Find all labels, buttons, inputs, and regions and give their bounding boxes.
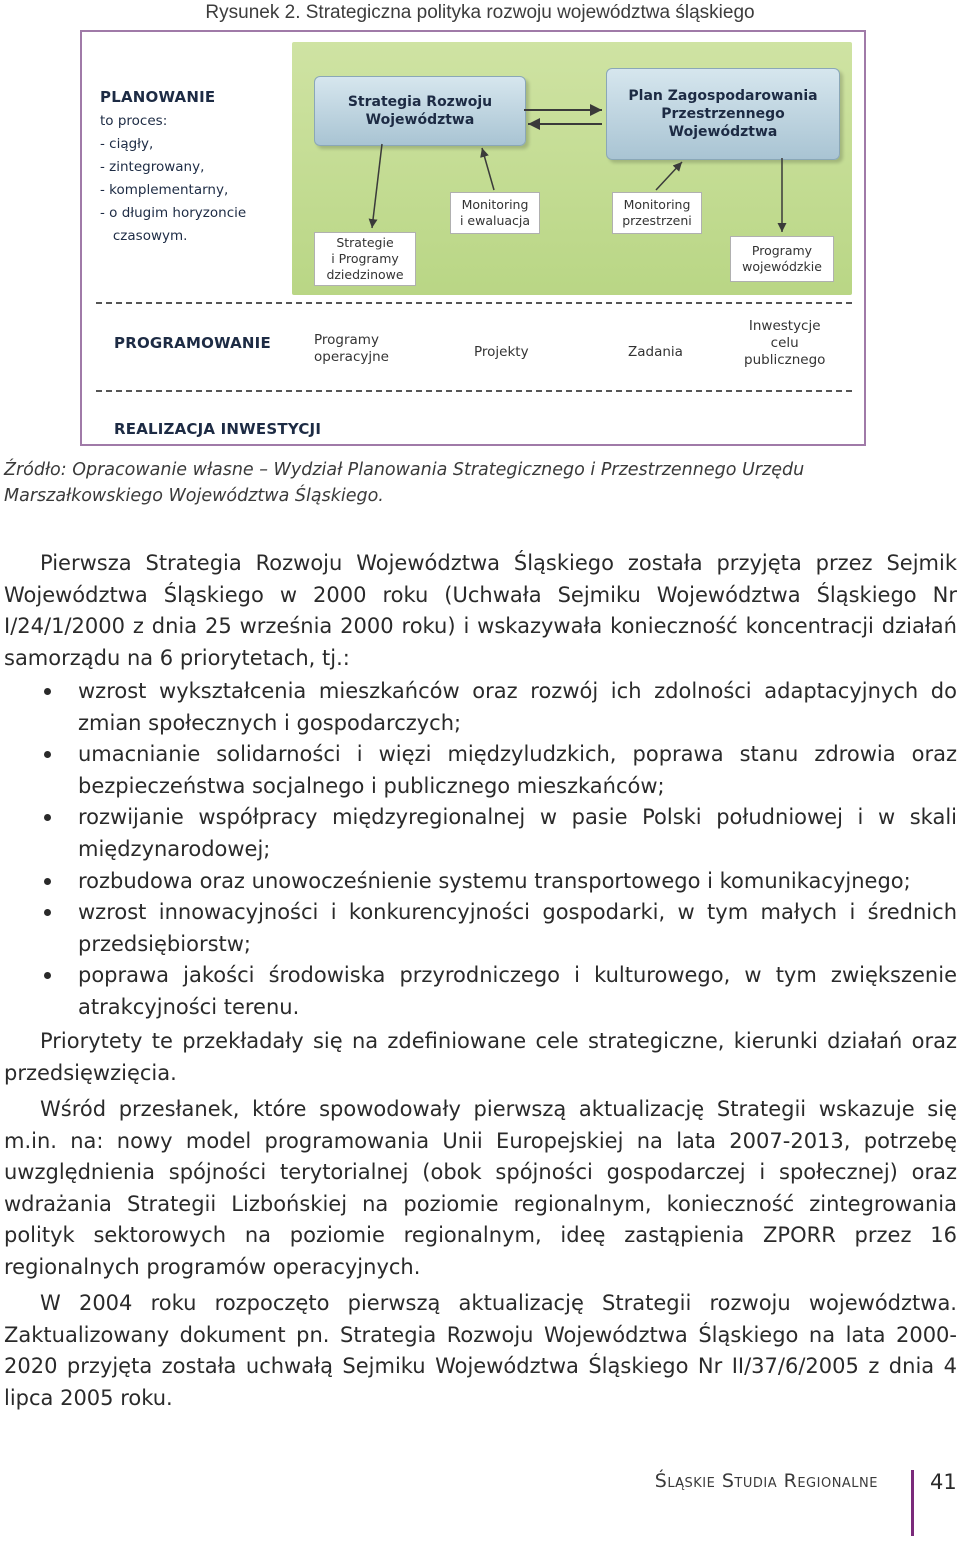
monitoring-space-box: Monitoring przestrzeni (612, 192, 702, 234)
page-number: 41 (930, 1470, 957, 1494)
public-investments-label: Inwestycje celu publicznego (744, 318, 826, 368)
spatial-plan-box: Plan Zagospodarowania Przestrzennego Województwa (606, 68, 840, 160)
list-item-text: umacnianie solidarności i więzi międzyludzkich, poprawa stanu zdrowia oraz bezpieczeństwa socjalnego i publicznego mieszkańców; (78, 742, 957, 798)
planning-title: PLANOWANIE (100, 88, 216, 106)
source-line: Marszałkowskiego Województwa Śląskiego. (4, 486, 384, 506)
monitoring-evaluation-box: Monitoring i ewaluacja (450, 192, 540, 234)
list-item (4, 960, 957, 1023)
strategy-box: Strategia Rozwoju Województwa (314, 76, 526, 146)
strategy-diagram (80, 30, 866, 446)
planning-list-item: - komplementarny, (100, 182, 229, 198)
diagram-arrows (82, 32, 868, 448)
source-line: Źródło: Opracowanie własne – Wydział Planowania Strategicznego i Przestrzennego Urzędu (4, 460, 805, 480)
priority-list (4, 676, 957, 1024)
realization-title: REALIZACJA INWESTYCJI (114, 420, 322, 438)
list-item (4, 676, 957, 739)
bullet-icon (44, 972, 51, 979)
list-item-text: wzrost innowacyjności i konkurencyjności gospodarki, w tym małych i średnich przedsiębiorstw; (78, 900, 957, 956)
bullet-icon (44, 814, 51, 821)
arrow-icon (372, 144, 382, 228)
figure-caption: Rysunek 2. Strategiczna polityka rozwoju województwa śląskiego (205, 2, 755, 23)
tasks-label: Zadania (628, 344, 683, 360)
planning-list-item: - ciągły, (100, 136, 154, 152)
bullet-icon (44, 878, 51, 885)
voivodeship-programs-box: Programy wojewódzkie (730, 236, 834, 282)
list-item-text: wzrost wykształcenia mieszkańców oraz rozwój ich zdolności adaptacyjnych do zmian społecznych i gospodarczych; (78, 679, 957, 735)
list-item-text: poprawa jakości środowiska przyrodniczego i kulturowego, w tym zwiększenie atrakcyjności terenu. (78, 963, 957, 1019)
arrow-icon (656, 162, 682, 190)
list-item-text: rozwijanie współpracy międzyregionalnej w pasie Polski południowej i w skali międzynarodowej; (78, 805, 957, 861)
list-item (4, 739, 957, 802)
paragraph-3: Wśród przesłanek, które spowodowały pierwszą aktualizację Strategii wskazuje się m.in. na: nowy model programowania Unii Europejskiej na lata 2007-2013, potrzebę uwzględnienia spójności terytorialnej (obok spójności gospodarczej i społecznej) oraz wdrażania Strategii Lizbońskiej na poziomie regionalnym, konieczność zintegrowania polityk sektorowych na poziomie regionalnym, ideę zastąpienia ZPORR przez 16 regionalnych programów operacyjnych. (4, 1097, 957, 1279)
list-item (4, 866, 957, 898)
paragraph-4: W 2004 roku rozpoczęto pierwszą aktualizację Strategii rozwoju województwa. Zaktualizowany dokument pn. Strategia Rozwoju Województwa Śląskiego na lata 2000-2020 przyjęta została uchwałą Sejmiku Województwa Śląskiego Nr II/37/6/2005 z dnia 4 lipca 2005 roku. (4, 1291, 957, 1410)
planning-list-item: to proces: (100, 113, 168, 129)
operational-programs-label: Programy operacyjne (314, 332, 389, 365)
planning-list-item: czasowym. (100, 228, 188, 244)
bullet-icon (44, 909, 51, 916)
bullet-icon (44, 688, 51, 695)
paragraph-2: Priorytety te przekładały się na zdefiniowane cele strategiczne, kierunki działań oraz przedsięwzięcia. (4, 1029, 957, 1085)
strategies-programs-box: Strategie i Programy dziedzinowe (314, 232, 416, 286)
arrow-icon (482, 148, 494, 190)
list-item (4, 802, 957, 865)
list-item-text: rozbudowa oraz unowocześnienie systemu transportowego i komunikacyjnego; (78, 868, 911, 893)
bullet-icon (44, 751, 51, 758)
list-item (4, 897, 957, 960)
planning-list-item: - zintegrowany, (100, 159, 205, 175)
paragraph-1: Pierwsza Strategia Rozwoju Województwa Śląskiego została przyjęta przez Sejmik Województwa Śląskiego w 2000 roku (Uchwała Sejmiku Województwa Śląskiego Nr I/24/1/2000 z dnia 25 września 2000 roku) i wskazywała konieczność koncentracji działań samorządu na 6 priorytetach, tj.: (4, 551, 957, 670)
programming-title: PROGRAMOWANIE (114, 334, 271, 352)
footer-divider (911, 1470, 914, 1536)
projects-label: Projekty (474, 344, 529, 360)
figure-source (4, 457, 804, 509)
journal-name: Śląskie Studia Regionalne (654, 1470, 878, 1492)
planning-list-item: - o długim horyzoncie (100, 205, 247, 221)
